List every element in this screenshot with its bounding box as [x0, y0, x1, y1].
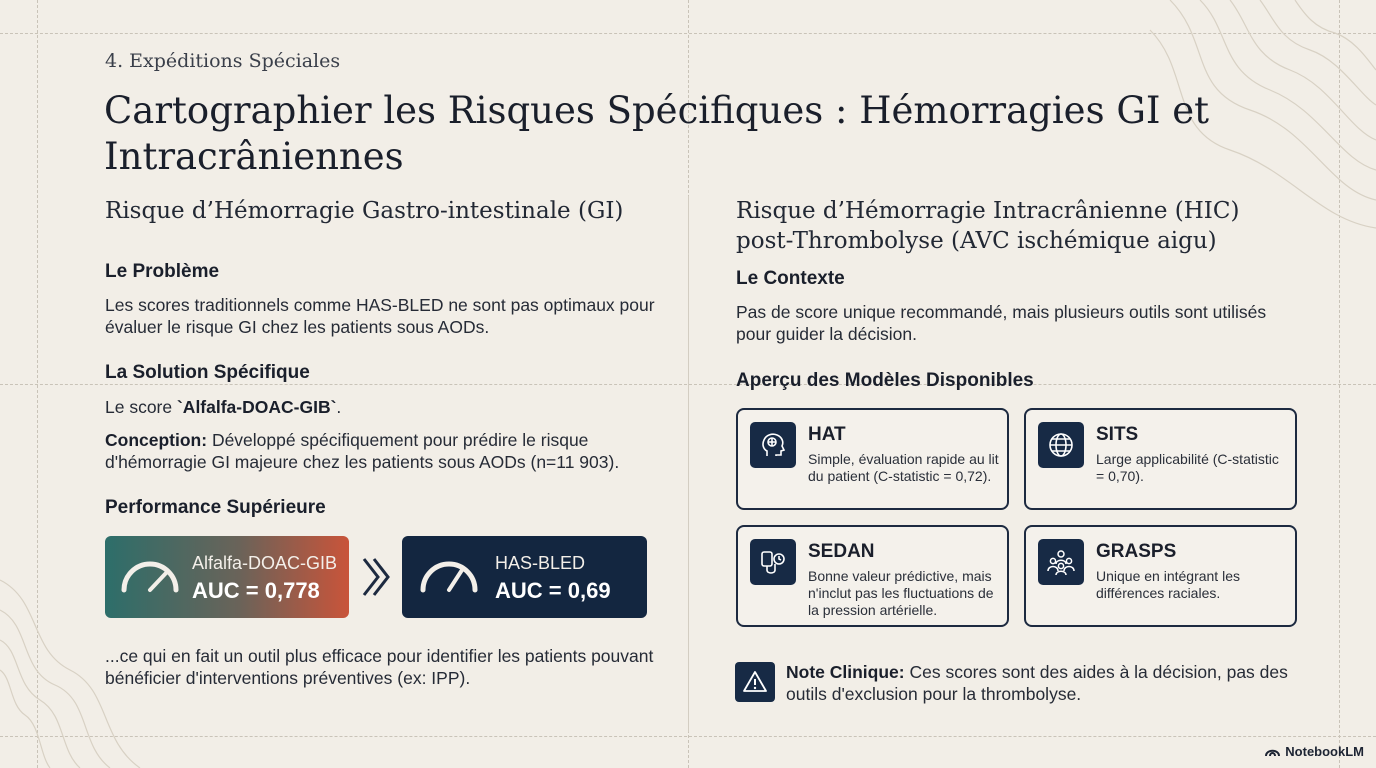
- note-label: Note Clinique:: [786, 662, 905, 682]
- metric-value: AUC = 0,69: [495, 578, 611, 603]
- warning-icon: [743, 670, 767, 694]
- notebooklm-brand: [1265, 744, 1364, 759]
- performance-heading: Performance Supérieure: [105, 497, 326, 518]
- blood-pressure-icon: [759, 548, 787, 576]
- solution-prefix: Le score: [105, 397, 177, 417]
- people-group-icon: [1047, 548, 1075, 576]
- solution-text: [105, 396, 665, 418]
- brain-head-icon: [759, 431, 787, 459]
- column-divider: [688, 196, 689, 732]
- conclusion-text: ...ce qui en fait un outil plus efficace pour identifier les patients pouvant bénéficier d'interventions préventives (ex: IPP).: [105, 646, 654, 688]
- section-label: 4. Expéditions Spéciales: [105, 50, 341, 72]
- metric-card-alfalfa: [105, 536, 349, 618]
- model-card-hat: [736, 408, 1009, 510]
- model-description: Bonne valeur prédictive, mais n'inclut pas les fluctuations de la pression artérielle.: [808, 568, 994, 618]
- right-column-title: Risque d’Hémorragie Intracrânienne (HIC) post-Thrombolyse (AVC ischémique aigu): [736, 198, 1240, 254]
- model-name: SITS: [1096, 424, 1139, 445]
- left-column-title: Risque d’Hémorragie Gastro-intestinale (GI): [105, 198, 624, 224]
- metric-name: HAS-BLED: [495, 553, 586, 573]
- model-description: Unique en intégrant les différences raciales.: [1096, 568, 1240, 601]
- chevron-right-icon: [360, 555, 394, 599]
- problem-heading: Le Problème: [105, 261, 220, 282]
- model-name: HAT: [808, 424, 846, 445]
- page-title: Cartographier les Risques Spécifiques : Hémorragies GI et Intracrâniennes: [104, 89, 1210, 178]
- model-description: Large applicabilité (C-statistic = 0,70).: [1096, 451, 1279, 484]
- clinical-note: [786, 661, 1316, 705]
- model-description: Simple, évaluation rapide au lit du patient (C-statistic = 0,72).: [808, 451, 999, 484]
- model-card-sedan: [736, 525, 1009, 627]
- model-name: GRASPS: [1096, 541, 1177, 562]
- model-name: SEDAN: [808, 541, 875, 562]
- globe-icon: [1047, 431, 1075, 459]
- model-card-sits: [1024, 408, 1297, 510]
- notebooklm-logo-icon: [1265, 746, 1280, 757]
- solution-heading: La Solution Spécifique: [105, 362, 310, 383]
- models-heading: Aperçu des Modèles Disponibles: [736, 370, 1034, 391]
- gauge-icon: [119, 558, 181, 594]
- conception-text: [105, 429, 665, 473]
- metric-value: AUC = 0,778: [192, 578, 320, 603]
- solution-suffix: .: [336, 397, 342, 417]
- solution-score: `Alfalfa-DOAC-GIB`: [176, 397, 337, 417]
- conception-label: Conception:: [105, 430, 208, 450]
- metric-card-hasbled: [402, 536, 647, 618]
- problem-text: Les scores traditionnels comme HAS-BLED ne sont pas optimaux pour évaluer le risque GI chez les patients sous AODs.: [105, 295, 655, 337]
- note-body: Ces scores sont des aides à la décision, pas des outils d'exclusion pour la thrombolyse.: [786, 662, 1288, 704]
- gauge-icon: [418, 558, 480, 594]
- note-icon-box: [735, 662, 775, 702]
- metric-name: Alfalfa-DOAC-GIB: [192, 553, 338, 573]
- model-card-grasps: [1024, 525, 1297, 627]
- context-heading: Le Contexte: [736, 268, 845, 289]
- context-text: Pas de score unique recommandé, mais plusieurs outils sont utilisés pour guider la décision.: [736, 302, 1267, 344]
- brand-label: NotebookLM: [1285, 744, 1364, 759]
- conception-body: Développé spécifiquement pour prédire le risque d'hémorragie GI majeure chez les patients sous AODs (n=11 903).: [105, 430, 620, 472]
